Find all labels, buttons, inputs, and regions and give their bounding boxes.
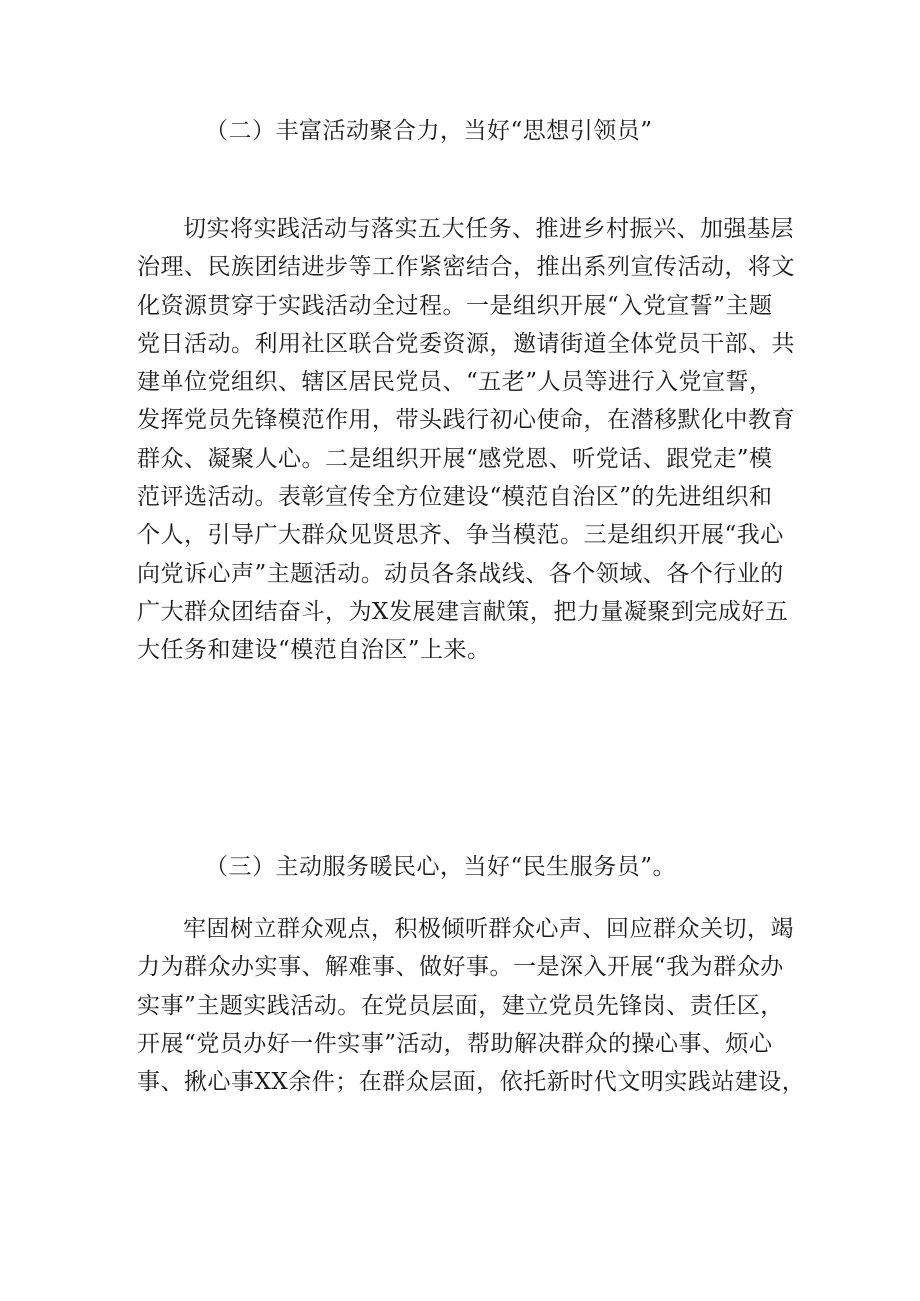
section-3-paragraph xyxy=(137,910,806,1101)
paragraph-line: 力为群众办实事、解难事、做好事。一是深入开展“我为群众办 xyxy=(137,954,784,981)
paragraph-line: 治理、民族团结进步等工作紧密结合，推出系列宣传活动，将文 xyxy=(137,254,795,281)
paragraph-line: 广大群众团结奋斗，为X发展建言献策，把力量凝聚到完成好五 xyxy=(137,598,789,625)
paragraph-line: 向党诉心声”主题活动。动员各条战线、各个领域、各个行业的 xyxy=(137,560,784,587)
paragraph-line: 党日活动。利用社区联合党委资源，邀请街道全体党员干部、共 xyxy=(137,330,795,357)
paragraph-line: 个人，引导广大群众见贤思齐、争当模范。三是组织开展“我心 xyxy=(137,522,784,549)
paragraph-line: 范评选活动。表彰宣传全方位建设“模范自治区”的先进组织和 xyxy=(137,484,773,511)
paragraph-line: 事、揪心事XX余件；在群众层面，依托新时代文明实践站建设， xyxy=(137,1069,806,1096)
paragraph-line: 群众、凝聚人心。二是组织开展“感党恩、听党话、跟党走”模 xyxy=(137,445,773,472)
paragraph-line: 切实将实践活动与落实五大任务、推进乡村振兴、加强基层 xyxy=(183,216,794,242)
paragraph-line: 开展“党员办好一件实事”活动，帮助解决群众的操心事、烦心 xyxy=(137,1030,773,1057)
section-heading-2: （二）丰富活动聚合力，当好“思想引领员” xyxy=(205,118,653,144)
paragraph-line: 发挥党员先锋模范作用，带头践行初心使命，在潜移默化中教育 xyxy=(137,407,795,434)
paragraph-line: 化资源贯穿于实践活动全过程。一是组织开展“入党宣誓”主题 xyxy=(137,292,773,319)
paragraph-line: 实事”主题实践活动。在党员层面，建立党员先锋岗、责任区， xyxy=(137,992,784,1019)
paragraph-line: 大任务和建设“模范自治区”上来。 xyxy=(137,637,491,664)
paragraph-line: 牢固树立群众观点，积极倾听群众心声、回应群众关切，竭 xyxy=(183,916,794,942)
section-2-paragraph xyxy=(137,210,797,670)
section-heading-3: （三）主动服务暖民心，当好“民生服务员”。 xyxy=(205,854,677,880)
paragraph-line: 建单位党组织、辖区居民党员、“五老”人员等进行入党宣誓， xyxy=(137,369,773,396)
